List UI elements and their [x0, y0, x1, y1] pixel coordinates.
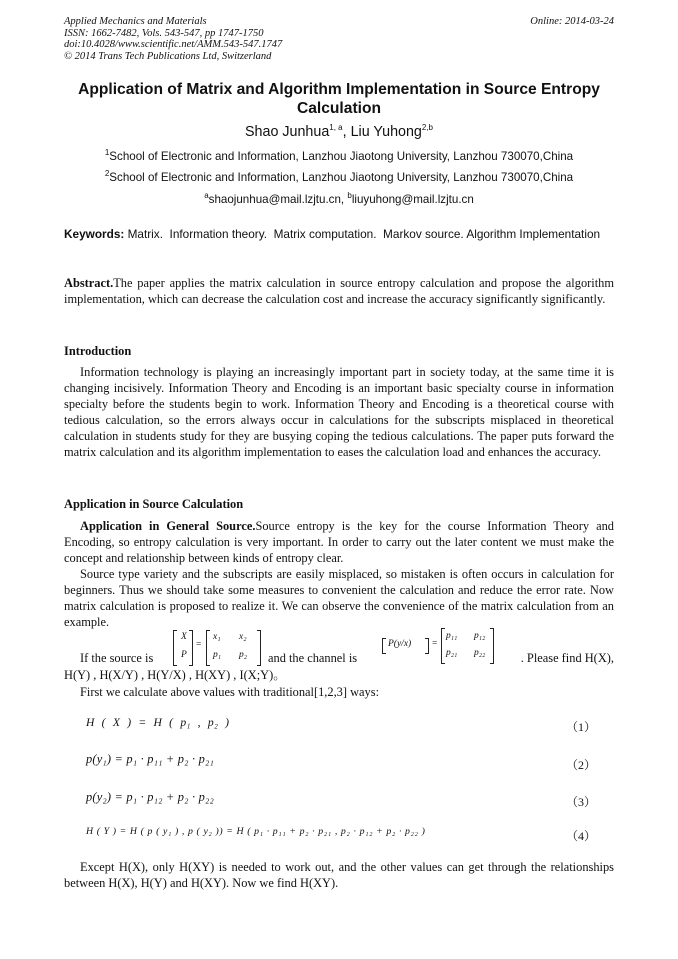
email-b-sup: b: [347, 191, 352, 201]
traditional-ways-text: First we calculate above values with traditional[1,2,3] ways:: [80, 685, 380, 699]
channel-p21: p₂₁: [446, 648, 458, 658]
equation-1: H ( X ) = H ( p₁ , p₂ ): [86, 716, 230, 729]
email-a-sup: a: [204, 191, 209, 201]
affiliation-2: [0, 171, 678, 184]
channel-lhs-bracket-close: [425, 638, 429, 654]
author-line: [0, 124, 678, 140]
affiliation-1-sup: 1: [104, 148, 110, 158]
channel-p11: p₁₁: [446, 631, 458, 641]
source-x-label: X: [181, 632, 187, 642]
affiliation-1: [0, 150, 678, 163]
channel-matrix-bracket-open: [441, 628, 445, 664]
equation-4: H ( Y ) = H ( p ( y₁ ) , p ( y₂ )) = H ( p₁ · p₁₁ + p₂ · p₂₁ , p₂ · p₁₂ + p₂ · p₂₂ ): [86, 826, 426, 837]
copyright-line: © 2014 Trans Tech Publications Ltd, Switzerland: [64, 50, 272, 62]
issn-line: ISSN: 1662-7482, Vols. 543-547, pp 1747-1750: [64, 27, 264, 39]
journal-name: Applied Mechanics and Materials: [64, 16, 207, 27]
doi-line: doi:10.4028/www.scientific.net/AMM.543-547.1747: [64, 39, 283, 51]
online-date: Online: 2014-03-24: [530, 16, 614, 27]
application-heading: Application in Source Calculation: [64, 497, 244, 511]
email-a: shaojunhua@mail.lzjtu.cn,: [208, 193, 348, 206]
source-x1: x₁: [213, 632, 221, 642]
affiliation-1-text: School of Electronic and Information, Lanzhou Jiaotong University, Lanzhou 730070,China: [109, 150, 574, 163]
author-2-sup: 2,b: [421, 123, 433, 133]
affiliation-2-sup: 2: [104, 169, 110, 179]
entropy-list-text: H(Y) , H(X/Y) , H(Y/X) , H(XY) , I(X;Y)。: [64, 668, 286, 682]
source-left-bracket-open: [173, 630, 177, 666]
author-emails: [0, 193, 678, 206]
equation-2: p(y₁) = p₁ · p₁₁ + p₂ · p₂₁: [86, 752, 214, 766]
source-right-bracket-close: [257, 630, 261, 666]
keywords: [64, 227, 614, 242]
equation-2-number: （2）: [566, 758, 597, 772]
keywords-label: Keywords:: [64, 227, 125, 241]
channel-matrix: [382, 628, 500, 664]
author-separator: ,: [342, 124, 351, 140]
equation-4-number: （4）: [566, 829, 597, 843]
abstract-text: The paper applies the matrix calculation in source entropy calculation and propose the algorithm implementation, which can decrease the calculation cost and increase the accuracy significantly significantly.: [64, 276, 614, 306]
equation-3: p(y₂) = p₁ · p₁₂ + p₂ · p₂₂: [86, 790, 214, 804]
author-1-name: Shao Junhua: [245, 124, 330, 140]
author-1-sup: 1, a: [329, 123, 343, 133]
source-equals: =: [196, 640, 202, 650]
author-2-name: Liu Yuhong: [350, 124, 422, 140]
except-paragraph: Except H(X), only H(XY) is needed to work out, and the other values can get through the relationships between H(X), H(Y) and H(XY). Now we find H(XY).: [64, 860, 614, 890]
equation-3-number: （3）: [566, 795, 597, 809]
source-right-bracket-open: [206, 630, 210, 666]
channel-p22: p₂₂: [474, 648, 486, 658]
running-header: [64, 16, 282, 62]
and-channel-text: and the channel is: [268, 651, 358, 665]
source-matrix: [173, 630, 263, 666]
equation-1-number: （1）: [566, 720, 597, 734]
abstract-label: Abstract.: [64, 276, 114, 290]
channel-lhs: P(y/x): [388, 639, 412, 649]
source-p2: p₂: [239, 650, 248, 660]
application-general-label: Application in General Source.: [80, 519, 256, 533]
introduction-heading: Introduction: [64, 344, 132, 358]
if-source-text: If the source is: [80, 651, 154, 665]
channel-lhs-bracket-open: [382, 638, 386, 654]
introduction-paragraph: Information technology is playing an increasingly important part in society today, at the same time it is changing incisively. Information Theory and Encoding is an important basic specialty course in information specialty before the students begin to work. Information Theory and Encoding is a theoretical course with tedious calculation, so the errors always occur in calculations for the subscripts misplaced in theoretical calculation in students study for they are busying coping the tedious calculations. The paper puts forward the matrix calculation and its algorithm implementation to eases the calculation load and enhances the accuracy.: [64, 365, 614, 459]
application-p1-text: Source entropy is the key for the course Information Theory and Encoding, so entropy calculation is very important. In order to carry out the later content we must make the concept and relationship between kinds of entropy clear.: [64, 519, 615, 565]
channel-matrix-bracket-close: [490, 628, 494, 664]
source-left-bracket-close: [189, 630, 193, 666]
source-x2: x₂: [239, 632, 247, 642]
application-paragraph-1: [64, 519, 614, 567]
source-p-label: P: [181, 650, 187, 660]
keywords-text: Matrix. Information theory. Matrix computation. Markov source. Algorithm Implementation: [124, 227, 601, 241]
abstract: [64, 276, 614, 308]
paper-title: Application of Matrix and Algorithm Implementation in Source Entropy Calculation: [78, 81, 600, 117]
source-p1: p₁: [213, 650, 222, 660]
application-paragraph-2: Source type variety and the subscripts are easily misplaced, so mistaken is often occurs in calculation for beginners. Thus we should take some measures to convenient the calculation and reduce the error rate. Now matrix calculation is proposed to realize it. We can observe the convenience of the matrix calculation from an example.: [64, 567, 614, 629]
channel-p12: p₁₂: [474, 631, 486, 641]
email-b: liuyuhong@mail.lzjtu.cn: [351, 193, 474, 206]
affiliation-2-text: School of Electronic and Information, Lanzhou Jiaotong University, Lanzhou 730070,China: [109, 171, 574, 184]
channel-equals: =: [432, 639, 438, 649]
please-find-text: . Please find H(X),: [520, 651, 614, 665]
